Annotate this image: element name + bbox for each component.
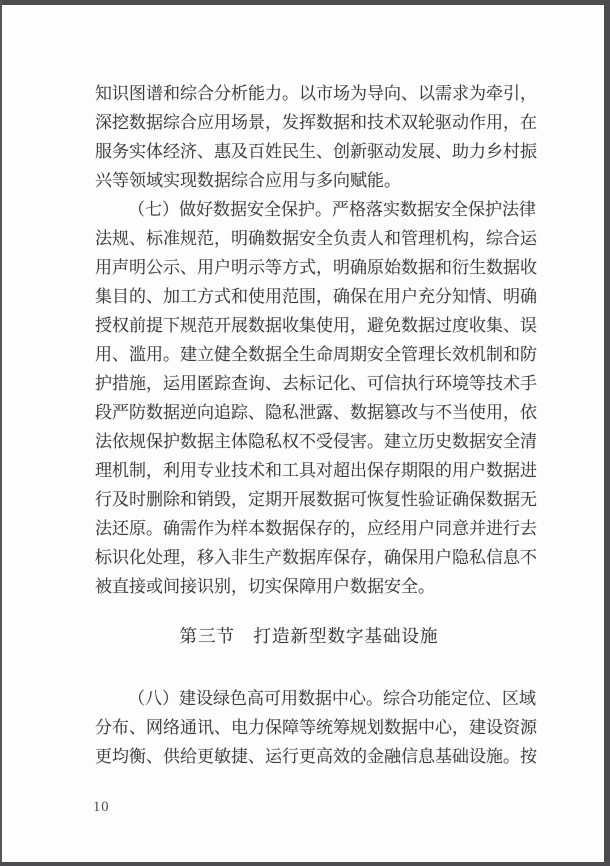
section-heading: 第三节 打造新型数字基础设施 <box>179 626 439 646</box>
scan-edge-left <box>0 0 2 866</box>
page-number: 10 <box>93 799 110 815</box>
body-line: 更均衡、供给更敏捷、运行更高效的金融信息基础设施。按 <box>95 747 537 766</box>
body-line: （七）做好数据安全保护。严格落实数据安全保护法律 <box>128 200 536 219</box>
body-line: 被直接或间接识别，切实保障用户数据安全。 <box>95 577 435 596</box>
body-line: 知识图谱和综合分析能力。以市场为导向、以需求为牵引， <box>95 84 537 103</box>
body-line: 法还原。确需作为样本数据保存的，应经用户同意并进行去 <box>95 519 537 538</box>
body-line: 理机制，利用专业技术和工具对超出保存期限的用户数据进 <box>95 461 537 480</box>
body-line: 授权前提下规范开展数据收集使用，避免数据过度收集、误 <box>95 316 537 335</box>
body-line: 标识化处理，移入非生产数据库保存，确保用户隐私信息不 <box>95 548 537 567</box>
body-line: 服务实体经济、惠及百姓民生、创新驱动发展、助力乡村振 <box>95 142 537 161</box>
body-line: 法依规保护数据主体隐私权不受侵害。建立历史数据安全清 <box>95 432 537 451</box>
body-line: 集目的、加工方式和使用范围，确保在用户充分知情、明确 <box>95 287 537 306</box>
body-text-column <box>95 684 537 771</box>
scan-edge-right <box>604 0 610 866</box>
body-text-column <box>95 79 537 601</box>
body-line: 深挖数据综合应用场景，发挥数据和技术双轮驱动作用，在 <box>95 113 537 132</box>
body-line: 分布、网络通讯、电力保障等统筹规划数据中心，建设资源 <box>95 718 537 737</box>
body-line: 段严防数据逆向追踪、隐私泄露、数据篡改与不当使用，依 <box>95 403 537 422</box>
body-line: （八）建设绿色高可用数据中心。综合功能定位、区域 <box>128 689 536 708</box>
body-line: 用声明公示、用户明示等方式，明确原始数据和衍生数据收 <box>95 258 537 277</box>
body-line: 护措施，运用匿踪查询、去标记化、可信执行环境等技术手 <box>95 374 537 393</box>
body-line: 用、滥用。建立健全数据全生命周期安全管理长效机制和防 <box>95 345 537 364</box>
scan-edge-top <box>0 0 610 5</box>
body-line: 行及时删除和销毁，定期开展数据可恢复性验证确保数据无 <box>95 490 537 509</box>
body-line: 法规、标准规范，明确数据安全负责人和管理机构，综合运 <box>95 229 537 248</box>
scan-edge-bottom <box>0 862 610 866</box>
body-line: 兴等领域实现数据综合应用与多向赋能。 <box>95 171 401 190</box>
